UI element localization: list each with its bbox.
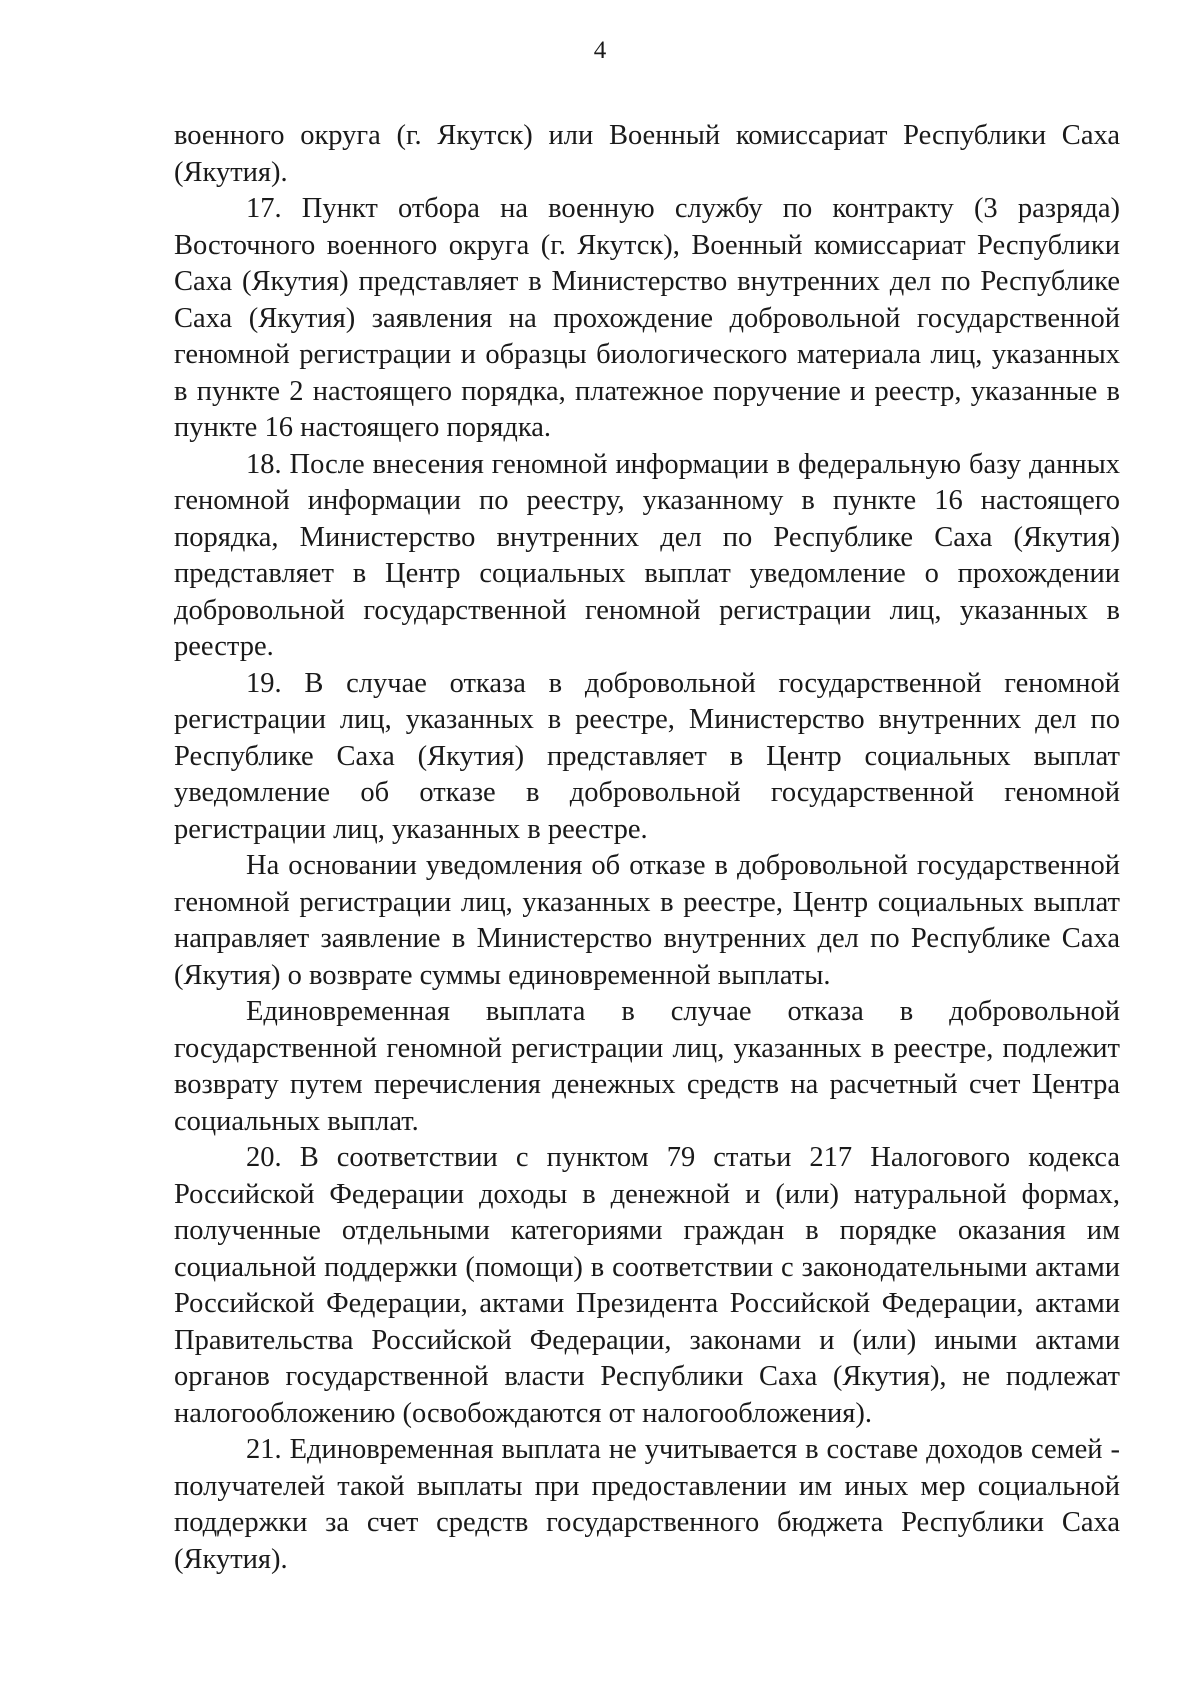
paragraph-continuation: военного округа (г. Якутск) или Военный комиссариат Республики Саха (Якутия). <box>174 120 1120 188</box>
paragraph-refusal-notice: На основании уведомления об отказе в добровольной государственной геномной регистрации лиц, указанных в реестре, Центр социальных выплат направляет заявление в Министерство внутренних дел по Республике Саха (Якутия) о возврате суммы единовременной выплаты. <box>174 850 1120 991</box>
document-body <box>174 118 1120 1578</box>
page-number: 4 <box>593 37 607 64</box>
paragraph-refund: Единовременная выплата в случае отказа в добровольной государственной геномной регистрации лиц, указанных в реестре, подлежит возврату путем перечисления денежных средств на расчетный счет Центра социальных выплат. <box>174 996 1120 1137</box>
paragraph-item-21: 21. Единовременная выплата не учитывается в составе доходов семей - получателей такой выплаты при предоставлении им иных мер социальной поддержки за счет средств государственного бюджета Республики Саха (Якутия). <box>174 1434 1120 1575</box>
paragraph-item-20: 20. В соответствии с пунктом 79 статьи 217 Налогового кодекса Российской Федерации доходы в денежной и (или) натуральной формах, полученные отдельными категориями граждан в порядке оказания им социальной поддержки (помощи) в соответствии с законодательными актами Российской Федерации, актами Президента Российской Федерации, актами Правительства Российской Федерации, законами и (или) иными актами органов государственной власти Республики Саха (Якутия), не подлежат налогообложению (освобождаются от налогообложения). <box>174 1142 1120 1429</box>
paragraph-item-18: 18. После внесения геномной информации в федеральную базу данных геномной информации по реестру, указанному в пункте 16 настоящего порядка, Министерство внутренних дел по Республике Саха (Якутия) представляет в Центр социальных выплат уведомление о прохождении добровольной государственной геномной регистрации лиц, указанных в реестре. <box>174 448 1120 662</box>
paragraph-item-17: 17. Пункт отбора на военную службу по контракту (3 разряда) Восточного военного округа (г. Якутск), Военный комиссариат Республики Саха (Якутия) представляет в Министерство внутренних дел по Республике Саха (Якутия) заявления на прохождение добровольной государственной геномной регистрации и образцы биологического материала лиц, указанных в пункте 2 настоящего порядка, платежное поручение и реестр, указанные в пункте 16 настоящего порядка. <box>174 193 1120 443</box>
paragraph-item-19: 19. В случае отказа в добровольной государственной геномной регистрации лиц, указанных в реестре, Министерство внутренних дел по Республике Саха (Якутия) представляет в Центр социальных выплат уведомление об отказе в добровольной государственной геномной регистрации лиц, указанных в реестре. <box>174 667 1120 845</box>
